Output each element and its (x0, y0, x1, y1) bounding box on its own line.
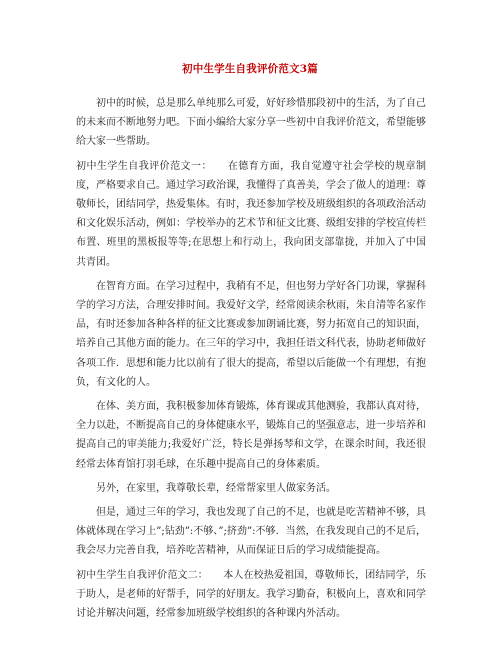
paragraph: 在智育方面。在学习过程中，我稍有不足，但也努力学好各门功课，掌握科学的学习方法，合理安排时间。我爱好文学，经常阅读余秋雨，朱自清等名家作品，有时还参加各种各样的征文比赛或参加朗诵比赛，努力拓宽自己的知识面，培养自己其他方面的能力。在三年的学习中，我担任语文科代表，协助老师做好各项工作．思想和能力比以前有了很大的提高，希望以后能做一个有理想，有抱负，有文化的人。 (76, 280, 426, 388)
paragraph: 初中生学生自我评价范文一： 在德育方面，我自觉遵守社会学校的规章制度，严格要求自己。通过学习政治课，我懂得了真善美，学会了做人的道理：尊敬师长，团结同学，热爱集体。有时，我还参加学校及班级组织的各项政治活动和文化娱乐活动，例如：学校举办的艺术节和征文比赛、级组安排的学校宣传栏布置、班里的黑板报等等;在思想上和行动上，我向团支部靠拢，并加入了中国共青团。 (76, 160, 426, 268)
paragraph: 初中的时候，总是那么单纯那么可爱，好好珍惜那段初中的生活，为了自己的未来而不断地努力吧。下面小编给大家分享一些初中自我评价范文，希望能够给大家一些帮助。 (76, 98, 426, 148)
paragraph: 在体、美方面，我积极参加体育锻炼，体育课或其他测验，我都认真对待，全力以赴，不断提高自己的身体健康水平，锻炼自己的坚强意志，进一步培养和提高自己的审美能力;我爱好广泛，特长是弹扬琴和文学，在课余时间，我还很经常去体育馆打羽毛球，在乐趣中提高自己的身体素质。 (76, 401, 426, 470)
paragraph: 另外，在家里，我尊敬长辈，经常帮家里人做家务活。 (96, 482, 336, 494)
paragraph: 初中生学生自我评价范文二： 本人在校热爱祖国，尊敬师长，团结同学，乐于助人，是老师的好帮手，同学的好朋友。我学习勤奋，积极向上，喜欢和同学讨论并解决问题，经常参加班级学校组织的各种课内外活动。 (76, 569, 426, 620)
document-body (76, 94, 426, 628)
paragraph: 但是，通过三年的学习，我也发现了自己的不足，也就是吃苦精神不够，具体就体现在学习上”;钻劲”:不够、”;挤劲”:不够．当然，在我发现自己的不足后，我会尽力完善自我，培养吃苦精神，从而保证日后的学习成绩能提高。 (76, 507, 426, 557)
document-title: 初中生学生自我评价范文3篇 (182, 63, 318, 75)
